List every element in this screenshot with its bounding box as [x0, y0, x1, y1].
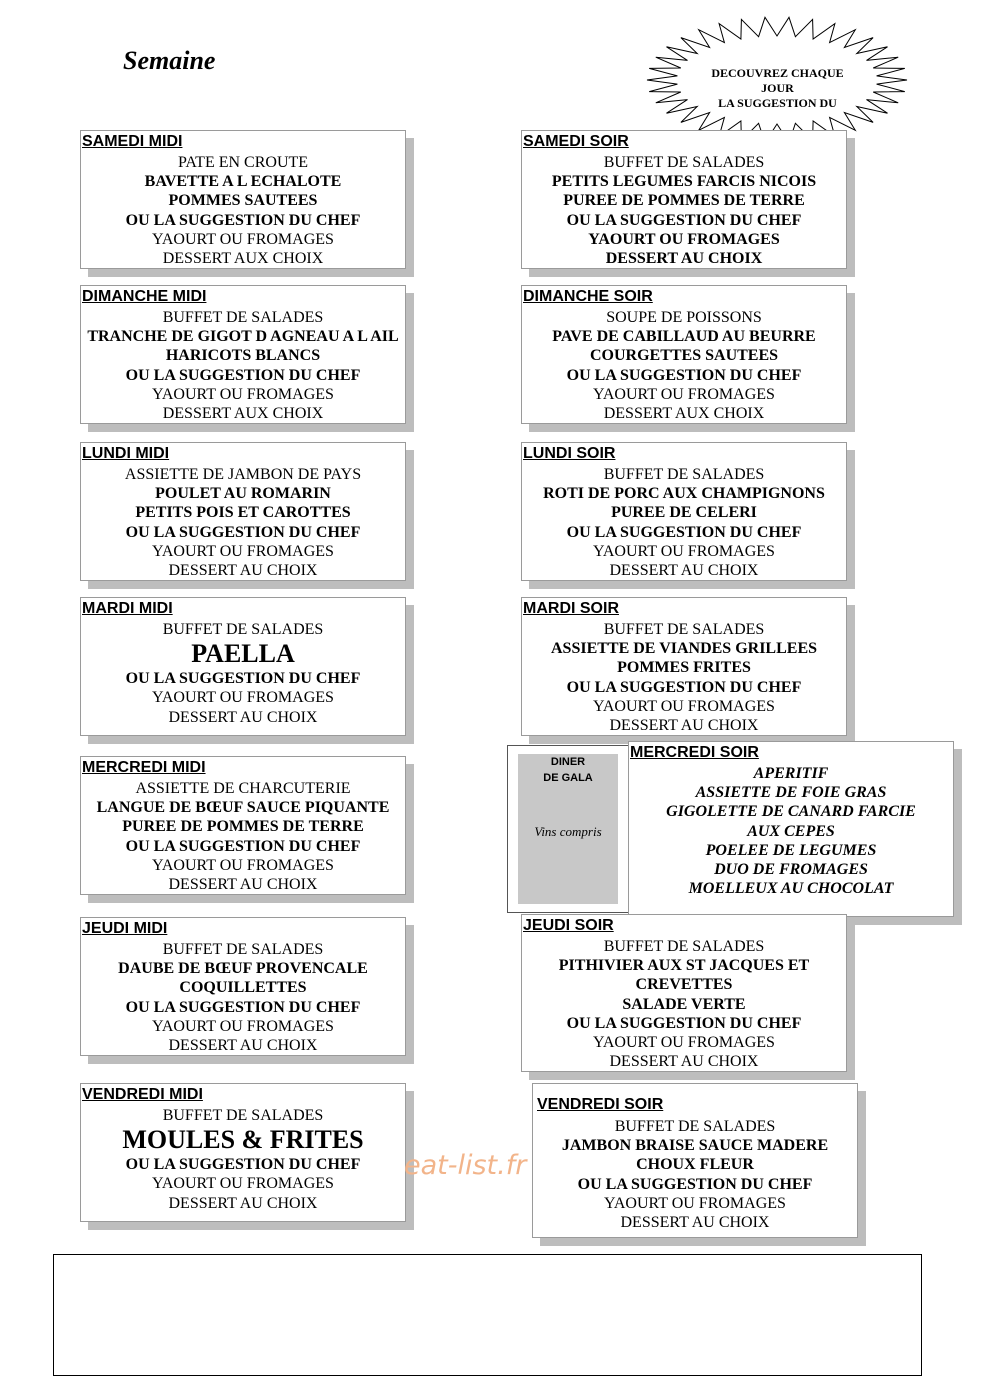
menu-line: DESSERT AUX CHOIX [162, 405, 324, 423]
menu-line: DESSERT AU CHOIX [168, 562, 318, 580]
menu-line: SOUPE DE POISSONS [606, 309, 762, 326]
watermark: eat-list.fr [404, 1150, 527, 1181]
menu-lines [81, 465, 405, 580]
menu-line: YAOURT OU FROMAGES [152, 1017, 334, 1035]
menu-line: PUREE DE POMMES DE TERRE [122, 818, 364, 836]
menu-day-title: VENDREDI SOIR [537, 1096, 664, 1113]
gala-dinner-badge [518, 754, 618, 904]
menu-line: YAOURT OU FROMAGES [604, 1194, 786, 1212]
menu-line: OU LA SUGGESTION DU CHEF [125, 670, 361, 688]
menu-samedi-soir [521, 130, 847, 269]
menu-line: DESSERT AU CHOIX [609, 562, 759, 580]
menu-line: DESSERT AU CHOIX [168, 708, 318, 726]
menu-line: YAOURT OU FROMAGES [152, 856, 334, 874]
menu-day-title: MARDI SOIR [523, 600, 619, 617]
menu-line: BUFFET DE SALADES [162, 941, 324, 958]
menu-mercredi-midi [80, 756, 406, 895]
starburst-line: JOUR [761, 81, 794, 95]
menu-line: BUFFET DE SALADES [614, 1118, 776, 1135]
menu-line: OU LA SUGGESTION DU CHEF [566, 523, 802, 541]
menu-line: YAOURT OU FROMAGES [152, 230, 334, 248]
menu-vendredi-midi [80, 1083, 406, 1222]
gala-line: DINER [550, 756, 586, 768]
menu-line: DESSERT AU CHOIX [168, 1194, 318, 1212]
menu-line: OU LA SUGGESTION DU CHEF [566, 211, 802, 229]
menu-line: YAOURT OU FROMAGES [588, 230, 780, 248]
menu-day-title: MARDI MIDI [82, 600, 173, 617]
menu-line: ASSIETTE DE JAMBON DE PAYS [124, 466, 362, 483]
menu-line: YAOURT OU FROMAGES [593, 385, 775, 403]
menu-line: DESSERT AUX CHOIX [603, 405, 765, 423]
menu-line: OU LA SUGGESTION DU CHEF [566, 1014, 802, 1032]
menu-line: YAOURT OU FROMAGES [152, 689, 334, 707]
starburst-line: DECOUVREZ CHAQUE [711, 66, 844, 80]
gala-dinner-panel [507, 745, 629, 913]
menu-lundi-soir [521, 442, 847, 581]
menu-jeudi-soir [521, 914, 847, 1072]
menu-line: POMMES FRITES [617, 659, 751, 677]
menu-line: ROTI DE PORC AUX CHAMPIGNONS [543, 485, 825, 503]
menu-day-title: JEUDI MIDI [82, 920, 168, 937]
menu-line: BUFFET DE SALADES [162, 1107, 324, 1124]
menu-lines [81, 940, 405, 1055]
menu-line: MOULES & FRITES [122, 1125, 364, 1155]
menu-mercredi-soir [628, 741, 954, 917]
menu-line: DUO DE FROMAGES [714, 861, 868, 879]
menu-line: OU LA SUGGESTION DU CHEF [566, 366, 802, 384]
menu-line: JAMBON BRAISE SAUCE MADERE [561, 1137, 829, 1155]
menu-line: PAVE DE CABILLAUD AU BEURRE [552, 328, 816, 346]
menu-jeudi-midi [80, 917, 406, 1056]
menu-line: YAOURT OU FROMAGES [593, 1034, 775, 1052]
menu-line: MOELLEUX AU CHOCOLAT [688, 880, 894, 898]
menu-line: OU LA SUGGESTION DU CHEF [125, 211, 361, 229]
menu-line: PETITS LEGUMES FARCIS NICOIS [551, 173, 817, 191]
menu-day-title: MERCREDI SOIR [630, 744, 759, 761]
menu-day-title: DIMANCHE SOIR [523, 288, 653, 305]
gala-line: DE GALA [543, 772, 593, 784]
menu-line: YAOURT OU FROMAGES [152, 385, 334, 403]
menu-line: POMMES SAUTEES [168, 192, 318, 210]
menu-line: BAVETTE A L ECHALOTE [144, 173, 342, 191]
menu-line: SALADE VERTE [622, 995, 746, 1013]
menu-line: DAUBE DE BŒUF PROVENCALE [118, 960, 368, 978]
menu-lines [522, 937, 846, 1071]
menu-day-title: MERCREDI MIDI [82, 759, 206, 776]
menu-vendredi-soir [532, 1083, 858, 1238]
menu-line: GIGOLETTE DE CANARD FARCIE [666, 803, 916, 821]
menu-line: DESSERT AU CHOIX [609, 1053, 759, 1071]
menu-lines [522, 465, 846, 580]
menu-dimanche-midi [80, 285, 406, 424]
menu-day-title: VENDREDI MIDI [82, 1086, 203, 1103]
menu-lines [81, 1106, 405, 1213]
menu-lines [81, 620, 405, 727]
menu-samedi-midi [80, 130, 406, 269]
menu-line: CHOUX FLEUR [636, 1156, 754, 1174]
menu-line: DESSERT AU CHOIX [168, 876, 318, 894]
menu-line: CREVETTES [635, 976, 733, 994]
menu-line: OU LA SUGGESTION DU CHEF [125, 366, 361, 384]
gala-wine-included: Vins compris [534, 824, 602, 839]
menu-line: ASSIETTE DE VIANDES GRILLEES [550, 640, 818, 658]
menu-line: LANGUE DE BŒUF SAUCE PIQUANTE [96, 799, 390, 817]
menu-line: BUFFET DE SALADES [603, 466, 765, 483]
menu-line: DESSERT AU CHOIX [605, 250, 763, 268]
menu-line: APERITIF [753, 765, 829, 782]
menu-lines [81, 308, 405, 423]
menu-line: OU LA SUGGESTION DU CHEF [566, 678, 802, 696]
menu-mardi-midi [80, 597, 406, 736]
menu-line: YAOURT OU FROMAGES [593, 697, 775, 715]
starburst-text [685, 66, 870, 111]
menu-line: POELEE DE LEGUMES [705, 841, 877, 859]
menu-line: BUFFET DE SALADES [603, 154, 765, 171]
menu-lundi-midi [80, 442, 406, 581]
menu-line: YAOURT OU FROMAGES [152, 1175, 334, 1193]
notes-frame [53, 1254, 922, 1376]
page-title: Semaine [123, 46, 216, 75]
menu-lines [533, 1117, 857, 1232]
menu-line: TRANCHE DE GIGOT D AGNEAU A L AIL [87, 328, 399, 346]
menu-lines [522, 620, 846, 735]
menu-day-title: DIMANCHE MIDI [82, 288, 207, 305]
menu-line: AUX CEPES [747, 822, 835, 840]
menu-line: BUFFET DE SALADES [162, 621, 324, 638]
menu-line: OU LA SUGGESTION DU CHEF [125, 837, 361, 855]
menu-day-title: SAMEDI SOIR [523, 133, 629, 150]
menu-line: POULET AU ROMARIN [155, 485, 331, 503]
menu-day-title: LUNDI MIDI [82, 445, 170, 462]
menu-line: YAOURT OU FROMAGES [152, 542, 334, 560]
menu-line: OU LA SUGGESTION DU CHEF [125, 523, 361, 541]
menu-line: COURGETTES SAUTEES [589, 347, 779, 365]
menu-line: PITHIVIER AUX ST JACQUES ET [558, 957, 810, 975]
menu-line: DESSERT AU CHOIX [620, 1214, 770, 1232]
menu-line: OU LA SUGGESTION DU CHEF [125, 998, 361, 1016]
menu-line: DESSERT AU CHOIX [168, 1037, 318, 1055]
menu-line: ASSIETTE DE FOIE GRAS [695, 784, 887, 802]
menu-line: COQUILLETTES [179, 979, 307, 997]
menu-line: BUFFET DE SALADES [603, 938, 765, 955]
menu-line: ASSIETTE DE CHARCUTERIE [135, 780, 351, 797]
menu-line: PETITS POIS ET CAROTTES [135, 504, 351, 522]
menu-lines [81, 153, 405, 268]
menu-day-title: LUNDI SOIR [523, 445, 616, 462]
chef-suggestion-starburst [645, 14, 910, 144]
menu-line: PAELLA [191, 639, 295, 669]
menu-day-title: JEUDI SOIR [523, 917, 614, 934]
menu-dimanche-soir [521, 285, 847, 424]
menu-lines [522, 308, 846, 423]
menu-lines [81, 779, 405, 894]
menu-line: BUFFET DE SALADES [162, 309, 324, 326]
menu-line: OU LA SUGGESTION DU CHEF [577, 1175, 813, 1193]
menu-lines [629, 764, 953, 898]
menu-day-title: SAMEDI MIDI [82, 133, 183, 150]
menu-line: YAOURT OU FROMAGES [593, 542, 775, 560]
starburst-line: LA SUGGESTION DU [718, 96, 837, 110]
menu-line: PUREE DE POMMES DE TERRE [563, 192, 805, 210]
menu-line: OU LA SUGGESTION DU CHEF [125, 1156, 361, 1174]
menu-line: BUFFET DE SALADES [603, 621, 765, 638]
menu-line: PATE EN CROUTE [177, 154, 309, 171]
menu-line: DESSERT AU CHOIX [609, 717, 759, 735]
menu-line: HARICOTS BLANCS [165, 347, 321, 365]
menu-lines [522, 153, 846, 268]
menu-mardi-soir [521, 597, 847, 736]
menu-line: PUREE DE CELERI [611, 504, 757, 522]
menu-line: DESSERT AUX CHOIX [162, 250, 324, 268]
